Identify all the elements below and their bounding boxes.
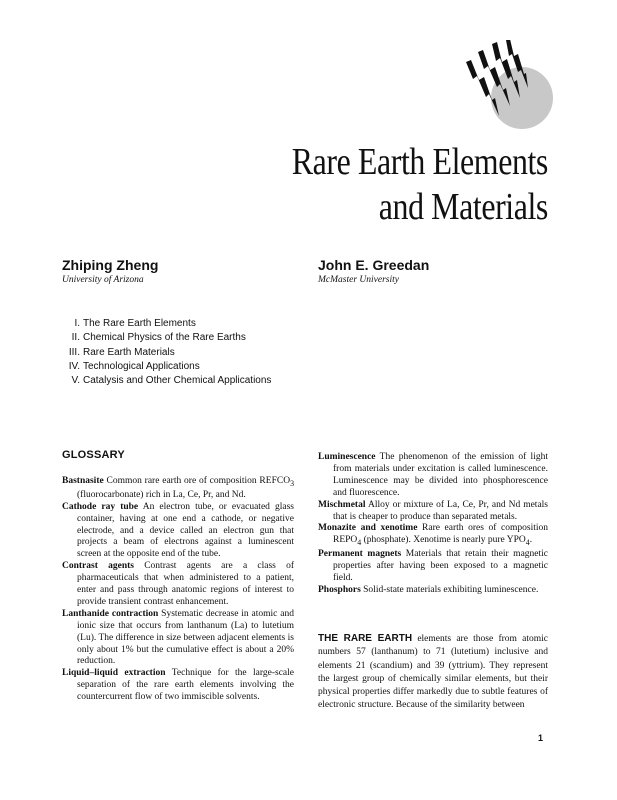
intro-paragraph	[318, 632, 548, 713]
glossary-definition: Technique for the large-scale separation of the rare earth elements involving the countercurrent flow of two immiscible solvents.	[77, 668, 294, 703]
subscript: 3	[290, 478, 295, 488]
outline-item	[60, 317, 271, 331]
chapter-title	[292, 140, 548, 230]
outline-label: Catalysis and Other Chemical Applications	[83, 375, 272, 387]
glossary-term: Mischmetal	[318, 499, 366, 510]
glossary-entry	[62, 561, 294, 609]
glossary-entry	[62, 476, 294, 502]
outline-item	[60, 360, 271, 374]
glossary-term: Liquid–liquid extraction	[62, 668, 166, 679]
outline-label: Rare Earth Materials	[83, 346, 175, 358]
glossary-column-right	[318, 452, 548, 597]
author-name-1: Zhiping Zheng	[62, 257, 159, 273]
outline-number: IV.	[68, 360, 80, 372]
glossary-entry	[318, 549, 548, 585]
glossary-definition: The phenomenon of the emission of light from materials under excitation is called luminescence. Luminescence may be divided into phosphorescence and fluorescence.	[333, 452, 548, 498]
glossary-term: Monazite and xenotime	[318, 523, 418, 534]
glossary-heading: GLOSSARY	[62, 449, 125, 461]
subscript: 4	[357, 538, 362, 548]
outline-number: III.	[68, 346, 80, 358]
outline-item	[60, 374, 271, 388]
glossary-definition: Contrast agents are a class of pharmaceuticals that when administered to a patient, enter and pass through anatomic regions of interest to provide transient contrast enhancement.	[77, 561, 295, 607]
glossary-term: Contrast agents	[62, 561, 134, 572]
glossary-term: Permanent magnets	[318, 549, 402, 560]
glossary-entry	[318, 500, 548, 524]
glossary-entry	[62, 609, 294, 669]
lightning-bolts-icon	[462, 40, 558, 132]
glossary-definition: Rare earth ores of composition REPO	[333, 523, 548, 546]
chapter-outline	[60, 317, 271, 388]
outline-item	[60, 331, 271, 345]
intro-lead: THE RARE EARTH	[318, 633, 413, 644]
glossary-definition: Alloy or mixture of La, Ce, Pr, and Nd metals that is cheaper to produce than separated metals.	[333, 499, 549, 522]
glossary-definition: An electron tube, or evacuated glass container, having at one end a cathode, or negative electrode, and a device called an electron gun that projects a beam of electrons against a luminescent screen at the opposite end of the tube.	[77, 501, 294, 560]
chapter-title-line-1: Rare Earth Elements	[291, 141, 548, 183]
publisher-logo	[462, 40, 558, 132]
glossary-entry	[62, 668, 294, 704]
glossary-entry	[62, 502, 294, 562]
outline-label: Chemical Physics of the Rare Earths	[83, 332, 246, 344]
subscript: 4	[525, 538, 530, 548]
glossary-term: Bastnasite	[62, 476, 104, 486]
outline-label: Technological Applications	[83, 360, 200, 372]
author-affiliation-2: McMaster University	[318, 275, 399, 285]
glossary-definition-cont: (fluorocarbonate) rich in La, Ce, Pr, and Nd.	[77, 489, 246, 500]
author-affiliation-1: University of Arizona	[62, 275, 144, 285]
outline-item	[60, 346, 271, 360]
glossary-entry	[318, 452, 548, 500]
outline-label: The Rare Earth Elements	[83, 318, 196, 329]
chapter-title-line-2: and Materials	[378, 186, 548, 228]
glossary-column-left	[62, 476, 294, 704]
glossary-entry	[318, 585, 548, 597]
glossary-term: Phosphors	[318, 584, 361, 595]
glossary-definition: Solid-state materials exhibiting luminescence.	[363, 584, 539, 595]
glossary-definition: Common rare earth ore of composition REFCO	[106, 476, 291, 486]
outline-number: II.	[71, 332, 80, 344]
glossary-term: Cathode ray tube	[62, 501, 139, 512]
glossary-definition: Materials that retain their magnetic properties after having been exposed to a magnetic field.	[333, 549, 548, 583]
intro-text: elements are those from atomic numbers 57 (lanthanum) to 71 (lutetium) inclusive and elements 21 (scandium) and 39 (yttrium). They represent the largest group of chemically similar elements, but their physical properties differ markedly due to subtle features of electronic structure. Because of the similarity between	[318, 634, 549, 711]
outline-number: I.	[74, 318, 80, 329]
author-name-2: John E. Greedan	[318, 257, 430, 273]
glossary-term: Lanthanide contraction	[62, 608, 159, 619]
glossary-definition: Systematic decrease in atomic and ionic size that occurs from lanthanum (La) to lutetium (Lu). The difference in size between adjacent elements is only about 1% but the cumulative effect is about a 20% reduction.	[77, 608, 294, 667]
page-number: 1	[538, 733, 544, 743]
glossary-definition-cont: (phosphate). Xenotime is nearly pure YPO	[361, 535, 526, 546]
glossary-definition-cont: .	[529, 535, 533, 546]
glossary-term: Luminescence	[318, 452, 376, 462]
glossary-entry	[318, 523, 548, 549]
outline-number: V.	[71, 375, 80, 387]
